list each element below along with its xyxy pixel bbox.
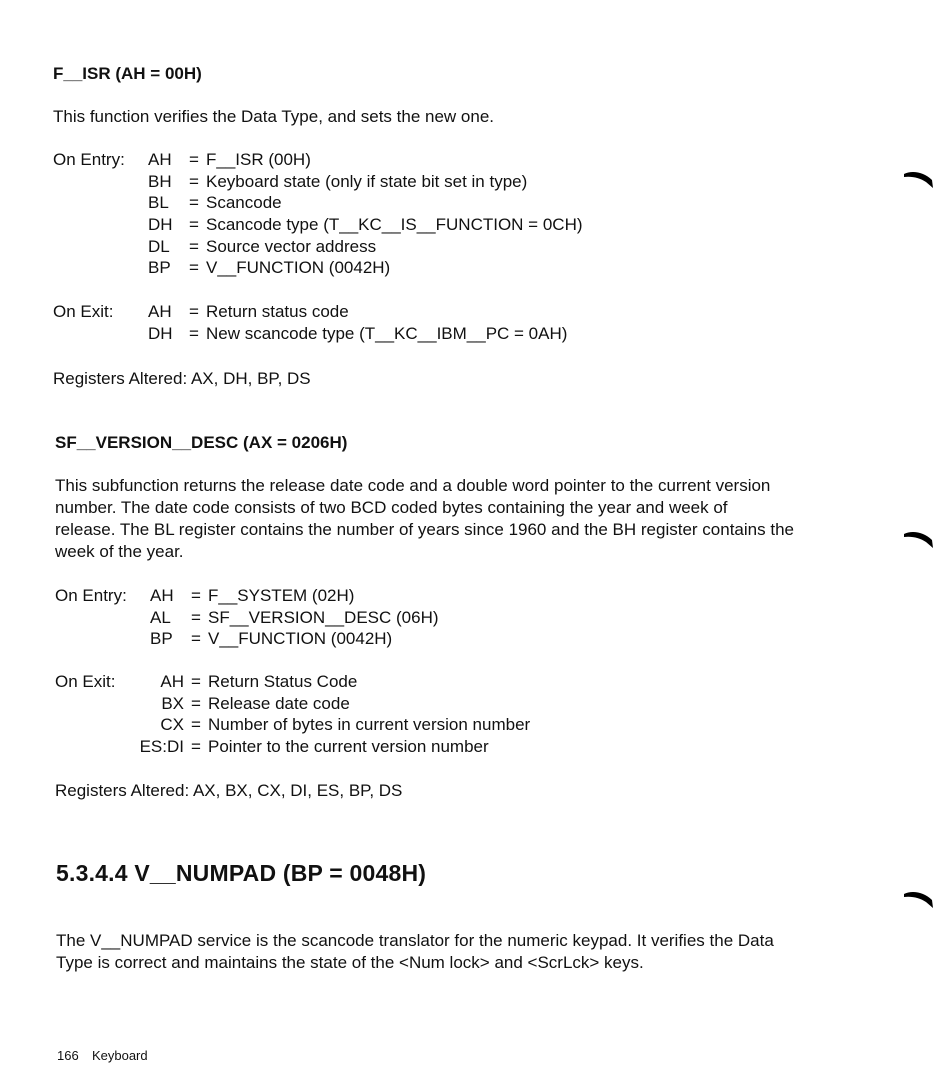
register-description: Scancode [206, 193, 282, 213]
register-row [55, 736, 530, 758]
equals-sign: = [191, 607, 201, 627]
register-row [55, 628, 439, 650]
equals-sign: = [189, 193, 199, 213]
equals-sign: = [191, 715, 201, 735]
equals-sign: = [191, 586, 201, 605]
equals-sign: = [191, 737, 201, 757]
register-name: AH [160, 672, 184, 691]
register-row [53, 257, 583, 279]
paragraph-line: week of the year. [55, 542, 184, 561]
register-name: DH [148, 323, 173, 343]
equals-sign: = [191, 629, 201, 649]
register-description: Number of bytes in current version number [208, 715, 531, 735]
register-name: CX [160, 715, 184, 735]
register-description: New scancode type (T__KC__IBM__PC = 0AH) [206, 323, 568, 343]
register-row [53, 192, 583, 214]
register-row [55, 714, 530, 736]
register-description: Source vector address [206, 236, 377, 256]
page-footer [57, 1048, 148, 1063]
register-name: BP [148, 258, 171, 278]
register-row [55, 607, 439, 629]
paragraph-line: release. The BL register contains the number of years since 1960 and the BH register contains the [55, 520, 794, 539]
equals-sign: = [189, 150, 199, 169]
register-description: SF__VERSION__DESC (06H) [208, 607, 439, 627]
register-description: Return Status Code [208, 672, 358, 691]
register-description: F__ISR (00H) [206, 150, 311, 169]
equals-sign: = [191, 693, 201, 713]
register-description: F__SYSTEM (02H) [208, 586, 355, 605]
paragraph-line: This subfunction returns the release date code and a double word pointer to the current version [55, 476, 771, 495]
sf-version-registers-altered: Registers Altered: AX, BX, CX, DI, ES, BP, DS [55, 781, 403, 800]
register-row [53, 214, 583, 236]
register-row [53, 301, 567, 323]
register-description: Return status code [206, 302, 349, 321]
page-number: 166 [57, 1048, 79, 1063]
register-row [53, 171, 583, 193]
register-name: BL [148, 193, 169, 213]
f-isr-description: This function verifies the Data Type, and sets the new one. [53, 107, 494, 126]
register-row [53, 149, 583, 171]
paragraph-line: Type is correct and maintains the state of the <Num lock> and <ScrLck> keys. [56, 953, 644, 972]
function-heading-f-isr: F__ISR (AH = 00H) [53, 64, 202, 83]
footer-section-name: Keyboard [91, 1048, 148, 1063]
register-name: AL [150, 607, 171, 627]
on-exit-label: On Exit: [53, 302, 114, 321]
on-entry-label: On Entry: [53, 150, 125, 169]
paragraph-line: number. The date code consists of two BCD coded bytes containing the year and week of [55, 498, 728, 517]
register-description: Scancode type (T__KC__IS__FUNCTION = 0CH) [206, 215, 583, 235]
register-name: BH [148, 171, 172, 191]
equals-sign: = [189, 323, 199, 343]
sf-version-exit-registers [55, 671, 530, 758]
equals-sign: = [189, 171, 199, 191]
binder-hole-mark [902, 528, 936, 550]
section-heading-v-numpad: 5.3.4.4 V__NUMPAD (BP = 0048H) [56, 860, 427, 886]
register-row [55, 671, 530, 693]
register-row [53, 236, 583, 258]
equals-sign: = [189, 236, 199, 256]
register-description: V__FUNCTION (0042H) [206, 258, 391, 278]
register-description: Pointer to the current version number [208, 737, 489, 757]
equals-sign: = [189, 258, 199, 278]
f-isr-entry-registers [53, 149, 583, 279]
equals-sign: = [191, 672, 201, 691]
sf-version-entry-registers [55, 585, 439, 650]
register-description: V__FUNCTION (0042H) [208, 629, 393, 649]
register-name: BX [161, 693, 184, 713]
register-name: AH [150, 586, 174, 605]
equals-sign: = [189, 302, 199, 321]
on-entry-label: On Entry: [55, 586, 127, 605]
on-exit-label: On Exit: [55, 672, 116, 691]
f-isr-exit-registers [53, 301, 567, 344]
binder-hole-mark [902, 888, 936, 910]
f-isr-registers-altered: Registers Altered: AX, DH, BP, DS [53, 369, 311, 388]
register-name: DL [148, 236, 170, 256]
register-name: DH [148, 215, 173, 235]
equals-sign: = [189, 215, 199, 235]
register-name: BP [150, 629, 173, 649]
register-row [55, 693, 530, 715]
binder-hole-mark [902, 168, 936, 190]
register-name: AH [148, 302, 172, 321]
paragraph-line: The V__NUMPAD service is the scancode translator for the numeric keypad. It verifies the Data [56, 931, 774, 950]
register-row [55, 585, 439, 607]
function-heading-sf-version-desc: SF__VERSION__DESC (AX = 0206H) [55, 433, 348, 452]
register-name: AH [148, 150, 172, 169]
register-name: ES:DI [139, 737, 184, 757]
register-description: Keyboard state (only if state bit set in type) [206, 171, 528, 191]
register-description: Release date code [208, 693, 350, 713]
register-row [53, 323, 567, 345]
